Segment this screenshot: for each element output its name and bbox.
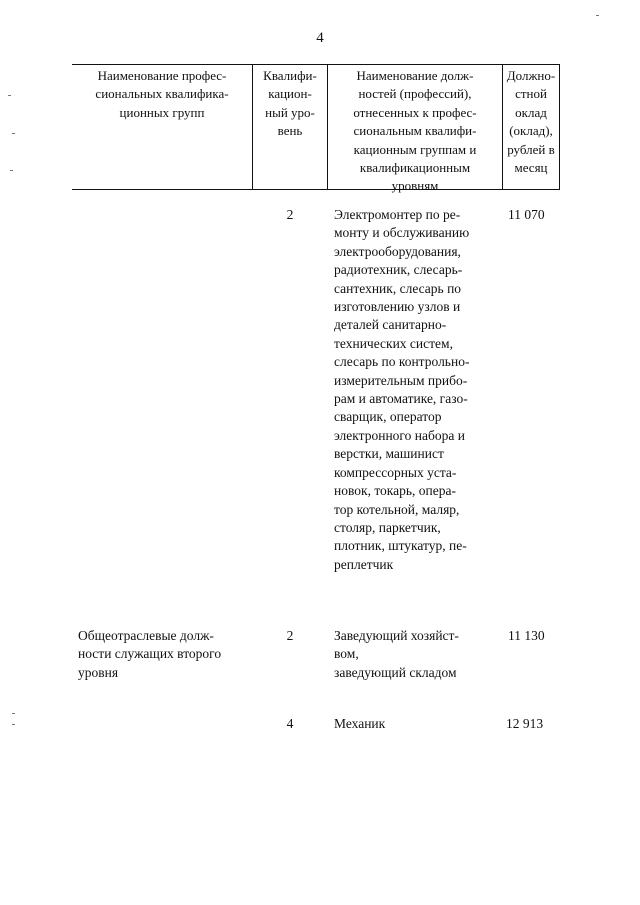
header-line: Наименование долж- bbox=[356, 68, 474, 83]
header-line: Должно- bbox=[506, 68, 556, 83]
page-number: 4 bbox=[316, 30, 324, 46]
group-line: уровня bbox=[78, 664, 119, 680]
position-line: Заведующий хозяйст- bbox=[334, 628, 459, 643]
position-line: компрессорных уста- bbox=[334, 464, 457, 480]
position-line: столяр, паркетчик, bbox=[334, 519, 441, 535]
header-line: Наименование профес- bbox=[97, 68, 227, 83]
position-line: заведующий складом bbox=[334, 664, 457, 680]
position-line: вом, bbox=[334, 646, 359, 662]
position-line: изготовлению узлов и bbox=[334, 299, 461, 315]
header-line: (оклад), bbox=[509, 123, 553, 139]
header-position-names bbox=[327, 65, 502, 194]
position-line: Механик bbox=[334, 716, 386, 731]
header-line: кационным группам и bbox=[353, 141, 477, 157]
group-line: ности служащих второго bbox=[78, 646, 222, 662]
position-line: Электромонтер по ре- bbox=[334, 207, 461, 222]
row-2-level: 2 bbox=[286, 628, 294, 643]
header-line: уровням bbox=[391, 178, 439, 194]
scan-mark bbox=[12, 713, 15, 714]
row-2-positions bbox=[334, 627, 459, 682]
header-qualification-level bbox=[252, 65, 327, 189]
position-line: сварщик, оператор bbox=[334, 409, 442, 425]
header-salary bbox=[502, 65, 560, 189]
position-line: новок, токарь, опера- bbox=[334, 483, 456, 499]
position-line: электрооборудования, bbox=[334, 243, 461, 259]
header-line: ционных групп bbox=[119, 104, 205, 120]
header-group-name bbox=[72, 65, 252, 189]
row-2-salary: 11 130 bbox=[508, 628, 545, 643]
position-line: деталей санитарно- bbox=[334, 317, 447, 333]
position-line: тор котельной, маляр, bbox=[334, 501, 460, 517]
header-line: сиональным квалифи- bbox=[353, 123, 477, 139]
scan-mark bbox=[12, 724, 15, 725]
group-line: Общеотраслевые долж- bbox=[78, 628, 214, 643]
position-line: слесарь по контрольно- bbox=[334, 354, 470, 370]
header-line: сиональных квалифика- bbox=[95, 86, 229, 102]
scan-mark bbox=[8, 95, 11, 96]
row-2-group bbox=[78, 627, 221, 682]
row-3-positions bbox=[334, 715, 385, 733]
row-1-level: 2 bbox=[286, 207, 294, 222]
position-line: монту и обслуживанию bbox=[334, 225, 470, 241]
scan-mark bbox=[596, 15, 599, 16]
header-line: стной bbox=[515, 86, 547, 102]
header-line: месяц bbox=[514, 160, 548, 176]
scan-mark bbox=[10, 170, 13, 171]
header-line: ностей (профессий), bbox=[358, 86, 472, 102]
row-1-salary: 11 070 bbox=[508, 207, 545, 222]
position-line: реплетчик bbox=[334, 556, 394, 572]
position-line: радиотехник, слесарь- bbox=[334, 262, 463, 278]
header-line: вень bbox=[277, 123, 303, 139]
row-3-level: 4 bbox=[286, 716, 294, 731]
header-line: квалификационным bbox=[359, 160, 471, 176]
header-line: ный уро- bbox=[265, 104, 315, 120]
table-header bbox=[72, 64, 560, 194]
position-line: технических систем, bbox=[334, 335, 453, 351]
header-line: оклад bbox=[515, 104, 547, 120]
header-line: рублей в bbox=[507, 141, 555, 157]
position-line: измерительным прибо- bbox=[334, 372, 468, 388]
position-line: плотник, штукатур, пе- bbox=[334, 538, 467, 554]
row-1-positions bbox=[334, 206, 469, 574]
position-line: электронного набора и bbox=[334, 427, 465, 443]
row-3-salary: 12 913 bbox=[506, 716, 544, 731]
header-line: Квалифи- bbox=[263, 68, 317, 83]
scan-mark bbox=[12, 133, 15, 134]
position-line: сантехник, слесарь по bbox=[334, 280, 462, 296]
header-line: кацион- bbox=[268, 86, 312, 102]
header-line: отнесенных к профес- bbox=[353, 104, 477, 120]
position-line: верстки, машинист bbox=[334, 446, 444, 462]
position-line: рам и автоматике, газо- bbox=[334, 391, 468, 407]
